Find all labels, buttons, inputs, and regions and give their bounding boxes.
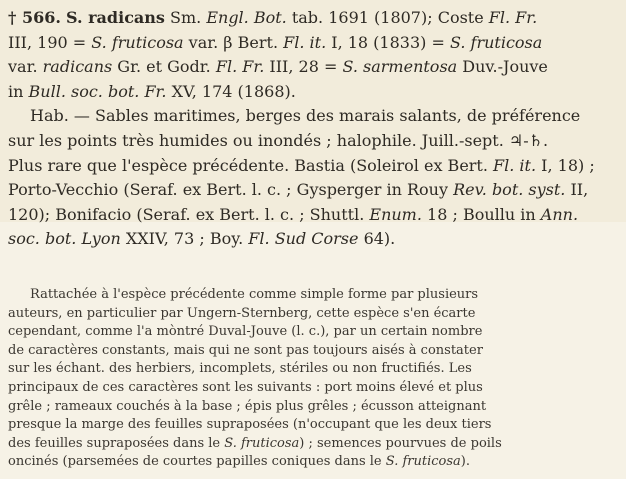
entry-line-2: III, 190 = S. fruticosa var. β Bert. Fl. it. I, 18 (1833) = S. fruticosa	[8, 32, 543, 52]
entry-number: † 566.	[8, 8, 61, 27]
habitat-line-4: Porto-Vecchio (Seraf. ex Bert. l. c. ; Gysperger in Rouy Rev. bot. syst. II,	[8, 180, 589, 200]
note-line-8: presque la marge des feuilles supraposées (n'occupant que les deux tiers	[8, 417, 492, 433]
note-line-1: Rattachée à l'espèce précédente comme simple forme par plusieurs	[30, 287, 479, 302]
note-line-10: oncinés (parsemées de courtes papilles coniques dans le S. fruticosa).	[8, 454, 470, 470]
habitat-line-3: Plus rare que l'espèce précédente. Bastia (Soleirol ex Bert. Fl. it. I, 18) ;	[8, 155, 595, 175]
species-entry	[8, 6, 618, 252]
note-line-5: sur les échant. des herbiers, incomplets, stériles ou non fructifiés. Les	[8, 361, 472, 377]
habitat-line-6: soc. bot. Lyon XXIV, 73 ; Boy. Fl. Sud Corse 64).	[8, 229, 396, 249]
species-name: S. radicans	[66, 8, 165, 27]
note-line-3: cependant, comme l'a mòntré Duval-Jouve (l. c.), par un certain nombre	[8, 324, 483, 340]
note-line-7: grêle ; rameaux couchés à la base ; épis plus grêles ; écusson atteignant	[8, 398, 487, 414]
habitat-line-5: 120); Bonifacio (Seraf. ex Bert. l. c. ; Shuttl. Enum. 18 ; Boullu in Ann.	[8, 204, 579, 224]
note-line-6: principaux de ces caractères sont les suivants : port moins élevé et plus	[8, 379, 483, 395]
note-line-9: des feuilles supraposées dans le S. fruticosa) ; semences pourvues de poils	[8, 435, 502, 451]
entry-line-4: in Bull. soc. bot. Fr. XV, 174 (1868).	[8, 81, 296, 101]
note-paragraph	[8, 286, 618, 472]
habitat-line-2: sur les points très humides ou inondés ; halophile. Juill.-sept. ♃-♄.	[8, 130, 549, 150]
entry-line-3: var. radicans Gr. et Godr. Fl. Fr. III, 28 = S. sarmentosa Duv.-Jouve	[8, 57, 548, 77]
note-line-4: de caractères constants, mais qui ne sont pas toujours aisés à constater	[8, 342, 483, 358]
habitat-line-1: Hab. — Sables maritimes, berges des marais salants, de préférence	[30, 106, 581, 126]
note-line-2: auteurs, en particulier par Ungern-Sternberg, cette espèce s'en écarte	[8, 305, 476, 321]
entry-line-1: † 566. S. radicans Sm. Engl. Bot. tab. 1691 (1807); Coste Fl. Fr.	[8, 8, 538, 27]
